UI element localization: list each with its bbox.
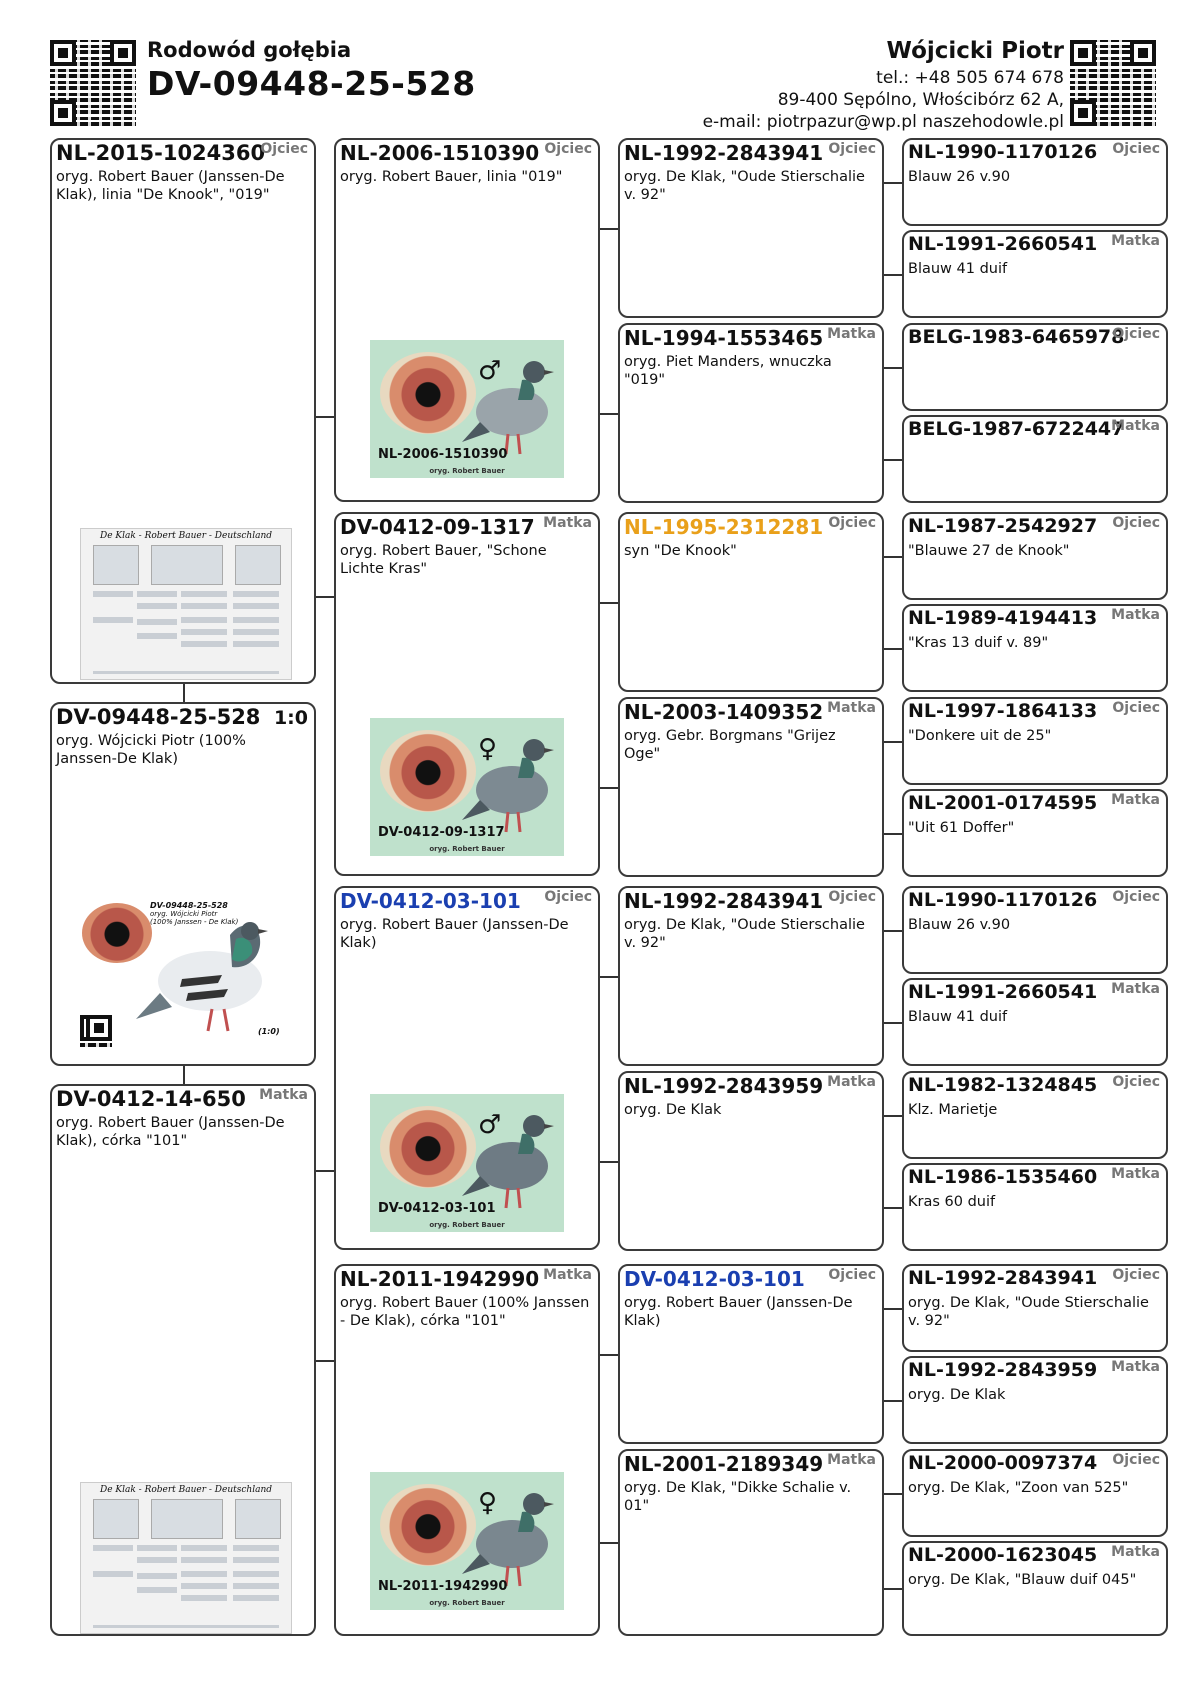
- gen4-box-14: [902, 1356, 1168, 1444]
- gen4-ring: BELG-1987-6722447: [908, 418, 1125, 440]
- connector: [884, 1308, 902, 1310]
- pedigree-document-image: [80, 528, 292, 680]
- main-ring: DV-09448-25-528: [56, 705, 261, 729]
- female-symbol-icon: ♀: [478, 734, 498, 764]
- connector: [600, 1542, 618, 1544]
- gen3-sex-label: Matka: [827, 326, 876, 342]
- gen4-ring: NL-1992-2843959: [908, 1359, 1098, 1381]
- gen2-card-sub: oryg. Robert Bauer: [429, 467, 505, 475]
- gen3-sex-label: Ojciec: [828, 141, 876, 157]
- gen4-ring: NL-1990-1170126: [908, 141, 1098, 163]
- gen4-desc: "Uit 61 Doffer": [908, 820, 1015, 836]
- gen2-card-sub: oryg. Robert Bauer: [429, 1599, 505, 1607]
- gen3-desc: oryg. De Klak, "Oude Stierschalie v. 92": [624, 169, 865, 203]
- gen4-desc: oryg. De Klak, "Oude Stierschalie v. 92": [908, 1295, 1149, 1329]
- pigeon-illustration: [462, 350, 562, 460]
- gen4-box-2: [902, 230, 1168, 318]
- gen3-sex-label: Matka: [827, 700, 876, 716]
- gen3-box-3: [618, 512, 884, 692]
- gen3-sex-label: Ojciec: [828, 1267, 876, 1283]
- gen2-box-4: [334, 1264, 600, 1636]
- pigeon-illustration: [132, 909, 292, 1039]
- connector: [884, 833, 902, 835]
- gen4-desc: Blauw 41 duif: [908, 1009, 1008, 1025]
- male-symbol-icon: ♂: [478, 1110, 502, 1140]
- connector: [884, 556, 902, 558]
- gen2-pigeon-photo: [370, 1094, 564, 1232]
- sire-ring: NL-2015-1024360: [56, 141, 266, 165]
- gen4-box-5: [902, 512, 1168, 600]
- gen3-box-2: [618, 323, 884, 503]
- gen4-box-12: [902, 1163, 1168, 1251]
- owner-name: Wójcicki Piotr: [886, 38, 1064, 64]
- page-title: Rodowód gołębia: [147, 38, 352, 62]
- gen4-box-15: [902, 1449, 1168, 1537]
- main-photo-ring: DV-09448-25-528: [150, 901, 228, 910]
- gen4-sex-label: Ojciec: [1112, 700, 1160, 716]
- main-desc: oryg. Wójcicki Piotr (100% Janssen-De Klak): [56, 733, 246, 767]
- gen4-sex-label: Ojciec: [1112, 515, 1160, 531]
- gen2-ring: DV-0412-09-1317: [340, 515, 535, 539]
- gen4-sex-label: Ojciec: [1112, 1074, 1160, 1090]
- gen3-box-6: [618, 1071, 884, 1251]
- gen3-sex-label: Matka: [827, 1074, 876, 1090]
- connector: [884, 1207, 902, 1209]
- male-symbol-icon: ♂: [478, 356, 502, 386]
- gen4-sex-label: Ojciec: [1112, 141, 1160, 157]
- connector: [600, 787, 618, 789]
- pedigree-document-image: [80, 1482, 292, 1634]
- gen2-ring: NL-2011-1942990: [340, 1267, 540, 1291]
- gen2-card-sub: oryg. Robert Bauer: [429, 845, 505, 853]
- main-pigeon-photo: [78, 899, 292, 1049]
- gen4-ring: NL-1991-2660541: [908, 233, 1098, 255]
- connector: [884, 459, 902, 461]
- connector: [316, 1170, 334, 1172]
- gen3-ring: NL-2001-2189349: [624, 1452, 824, 1476]
- gen3-ring: NL-1994-1553465: [624, 326, 824, 350]
- gen4-box-1: [902, 138, 1168, 226]
- header-ring-number: DV-09448-25-528: [147, 64, 476, 103]
- qr-code-right: [1070, 40, 1156, 126]
- gen3-ring: NL-1992-2843941: [624, 141, 824, 165]
- gen4-box-4: [902, 415, 1168, 503]
- gen2-pigeon-photo: [370, 1472, 564, 1610]
- gen3-ring: NL-1992-2843959: [624, 1074, 824, 1098]
- gen2-card-ring: NL-2006-1510390: [378, 447, 508, 462]
- gen2-card-sub: oryg. Robert Bauer: [429, 1221, 505, 1229]
- gen4-ring: NL-1986-1535460: [908, 1166, 1098, 1188]
- gen4-ring: NL-1992-2843941: [908, 1267, 1098, 1289]
- connector: [884, 1588, 902, 1590]
- connector: [316, 1360, 334, 1362]
- gen3-sex-label: Matka: [827, 1452, 876, 1468]
- gen3-desc: syn "De Knook": [624, 543, 737, 559]
- gen2-desc: oryg. Robert Bauer (Janssen-De Klak): [340, 917, 569, 951]
- connector: [884, 648, 902, 650]
- gen3-desc: oryg. De Klak, "Oude Stierschalie v. 92": [624, 917, 865, 951]
- connector: [183, 684, 185, 702]
- gen2-box-2: [334, 512, 600, 876]
- gen3-box-5: [618, 886, 884, 1066]
- connector: [884, 1400, 902, 1402]
- gen4-desc: "Blauwe 27 de Knook": [908, 543, 1070, 559]
- gen4-box-6: [902, 604, 1168, 692]
- gen4-desc: oryg. De Klak, "Blauw duif 045": [908, 1572, 1137, 1588]
- gen3-box-4: [618, 697, 884, 877]
- gen2-desc: oryg. Robert Bauer, "Schone Lichte Kras": [340, 543, 547, 577]
- gen3-desc: oryg. Robert Bauer (Janssen-De Klak): [624, 1295, 853, 1329]
- gen2-pigeon-photo: [370, 340, 564, 478]
- connector: [600, 228, 618, 230]
- doc-card-title: De Klak - Robert Bauer - Deutschland: [99, 1485, 273, 1495]
- connector: [600, 1161, 618, 1163]
- connector: [600, 976, 618, 978]
- connector: [600, 413, 618, 415]
- gen4-desc: Blauw 26 v.90: [908, 917, 1011, 933]
- gen3-box-7: [618, 1264, 884, 1444]
- gen4-box-7: [902, 697, 1168, 785]
- gen4-sex-label: Matka: [1111, 1359, 1160, 1375]
- gen4-ring: NL-1989-4194413: [908, 607, 1098, 629]
- dam-desc: oryg. Robert Bauer (Janssen-De Klak), córka "101": [56, 1115, 285, 1149]
- gen4-box-8: [902, 789, 1168, 877]
- gen4-ring: NL-1991-2660541: [908, 981, 1098, 1003]
- gen3-ring: NL-1995-2312281: [624, 515, 824, 539]
- gen2-sex-label: Ojciec: [544, 889, 592, 905]
- connector: [316, 416, 334, 418]
- gen4-sex-label: Matka: [1111, 1544, 1160, 1560]
- connector: [884, 1115, 902, 1117]
- gen4-ring: NL-1990-1170126: [908, 889, 1098, 911]
- gen2-card-ring: NL-2011-1942990: [378, 1579, 508, 1594]
- gen2-desc: oryg. Robert Bauer (100% Janssen - De Klak), córka "101": [340, 1295, 590, 1329]
- sire-sex-label: Ojciec: [260, 141, 308, 157]
- gen3-ring: NL-2003-1409352: [624, 700, 824, 724]
- pigeon-illustration: [462, 728, 562, 838]
- gen4-ring: NL-2001-0174595: [908, 792, 1098, 814]
- pigeon-illustration: [462, 1482, 562, 1592]
- connector: [600, 1354, 618, 1356]
- gen4-sex-label: Ojciec: [1112, 1452, 1160, 1468]
- gen2-box-3: [334, 886, 600, 1250]
- gen4-sex-label: Ojciec: [1112, 889, 1160, 905]
- gen2-sex-label: Matka: [543, 1267, 592, 1283]
- gen2-sex-label: Ojciec: [544, 141, 592, 157]
- gen4-box-10: [902, 978, 1168, 1066]
- dam-sex-label: Matka: [259, 1087, 308, 1103]
- gen3-desc: oryg. De Klak: [624, 1102, 722, 1118]
- gen3-desc: oryg. Gebr. Borgmans "Grijez Oge": [624, 728, 836, 762]
- gen4-ring: NL-1987-2542927: [908, 515, 1098, 537]
- gen4-sex-label: Matka: [1111, 418, 1160, 434]
- connector: [884, 741, 902, 743]
- doc-card-title: De Klak - Robert Bauer - Deutschland: [99, 531, 273, 541]
- gen4-desc: "Donkere uit de 25": [908, 728, 1052, 744]
- connector: [884, 930, 902, 932]
- connector: [884, 274, 902, 276]
- gen2-ring: NL-2006-1510390: [340, 141, 540, 165]
- connector: [600, 602, 618, 604]
- main-photo-ratio: (1:0): [258, 1027, 280, 1036]
- gen4-box-3: [902, 323, 1168, 411]
- gen2-box-1: [334, 138, 600, 502]
- gen4-sex-label: Ojciec: [1112, 1267, 1160, 1283]
- gen4-ring: NL-1997-1864133: [908, 700, 1098, 722]
- gen4-sex-label: Matka: [1111, 1166, 1160, 1182]
- gen4-sex-label: Matka: [1111, 981, 1160, 997]
- gen4-ring: BELG-1983-6465978: [908, 326, 1125, 348]
- gen2-desc: oryg. Robert Bauer, linia "019": [340, 169, 563, 185]
- gen2-card-ring: DV-0412-03-101: [378, 1201, 496, 1216]
- gen3-sex-label: Ojciec: [828, 515, 876, 531]
- female-symbol-icon: ♀: [478, 1488, 498, 1518]
- gen4-desc: oryg. De Klak: [908, 1387, 1006, 1403]
- gen4-ring: NL-2000-1623045: [908, 1544, 1098, 1566]
- gen2-sex-label: Matka: [543, 515, 592, 531]
- connector: [884, 1022, 902, 1024]
- gen3-ring: NL-1992-2843941: [624, 889, 824, 913]
- sire-box: [50, 138, 316, 684]
- owner-address: 89-400 Sępólno, Włościbórz 62 A,: [777, 90, 1064, 110]
- owner-tel: tel.: +48 505 674 678: [876, 68, 1064, 88]
- gen2-pigeon-photo: [370, 718, 564, 856]
- gen3-desc: oryg. De Klak, "Dikke Schalie v. 01": [624, 1480, 852, 1514]
- sire-desc: oryg. Robert Bauer (Janssen-De Klak), linia "De Knook", "019": [56, 169, 285, 203]
- gen4-desc: Klz. Marietje: [908, 1102, 998, 1118]
- gen4-desc: Blauw 41 duif: [908, 261, 1008, 277]
- gen4-desc: Blauw 26 v.90: [908, 169, 1011, 185]
- gen3-box-1: [618, 138, 884, 318]
- gen4-sex-label: Matka: [1111, 792, 1160, 808]
- gen4-desc: Kras 60 duif: [908, 1194, 996, 1210]
- main-ratio: 1:0: [273, 707, 308, 729]
- owner-email: e-mail: piotrpazur@wp.pl naszehodowle.pl: [702, 112, 1064, 132]
- pigeon-illustration: [462, 1104, 562, 1214]
- gen4-sex-label: Matka: [1111, 233, 1160, 249]
- dam-box: [50, 1084, 316, 1636]
- gen3-sex-label: Ojciec: [828, 889, 876, 905]
- gen4-box-9: [902, 886, 1168, 974]
- gen2-card-ring: DV-0412-09-1317: [378, 825, 505, 840]
- gen3-box-8: [618, 1449, 884, 1636]
- gen4-ring: NL-2000-0097374: [908, 1452, 1098, 1474]
- main-photo-line2: (100% Janssen - De Klak): [150, 918, 239, 926]
- gen4-desc: "Kras 13 duif v. 89": [908, 635, 1049, 651]
- gen4-sex-label: Matka: [1111, 607, 1160, 623]
- gen3-ring: DV-0412-03-101: [624, 1267, 805, 1291]
- dam-ring: DV-0412-14-650: [56, 1087, 246, 1111]
- main-photo-qr: [80, 1015, 112, 1047]
- gen3-desc: oryg. Piet Manders, wnuczka "019": [624, 354, 832, 388]
- gen4-desc: oryg. De Klak, "Zoon van 525": [908, 1480, 1129, 1496]
- connector: [884, 367, 902, 369]
- connector: [183, 1066, 185, 1084]
- connector: [884, 182, 902, 184]
- connector: [316, 596, 334, 598]
- gen4-ring: NL-1982-1324845: [908, 1074, 1098, 1096]
- connector: [884, 1493, 902, 1495]
- gen4-sex-label: Ojciec: [1112, 326, 1160, 342]
- gen2-ring: DV-0412-03-101: [340, 889, 521, 913]
- main-pigeon-box: [50, 702, 316, 1066]
- qr-code-left: [50, 40, 136, 126]
- gen4-box-16: [902, 1541, 1168, 1636]
- gen4-box-11: [902, 1071, 1168, 1159]
- gen4-box-13: [902, 1264, 1168, 1352]
- main-photo-line1: oryg. Wójcicki Piotr: [150, 910, 218, 918]
